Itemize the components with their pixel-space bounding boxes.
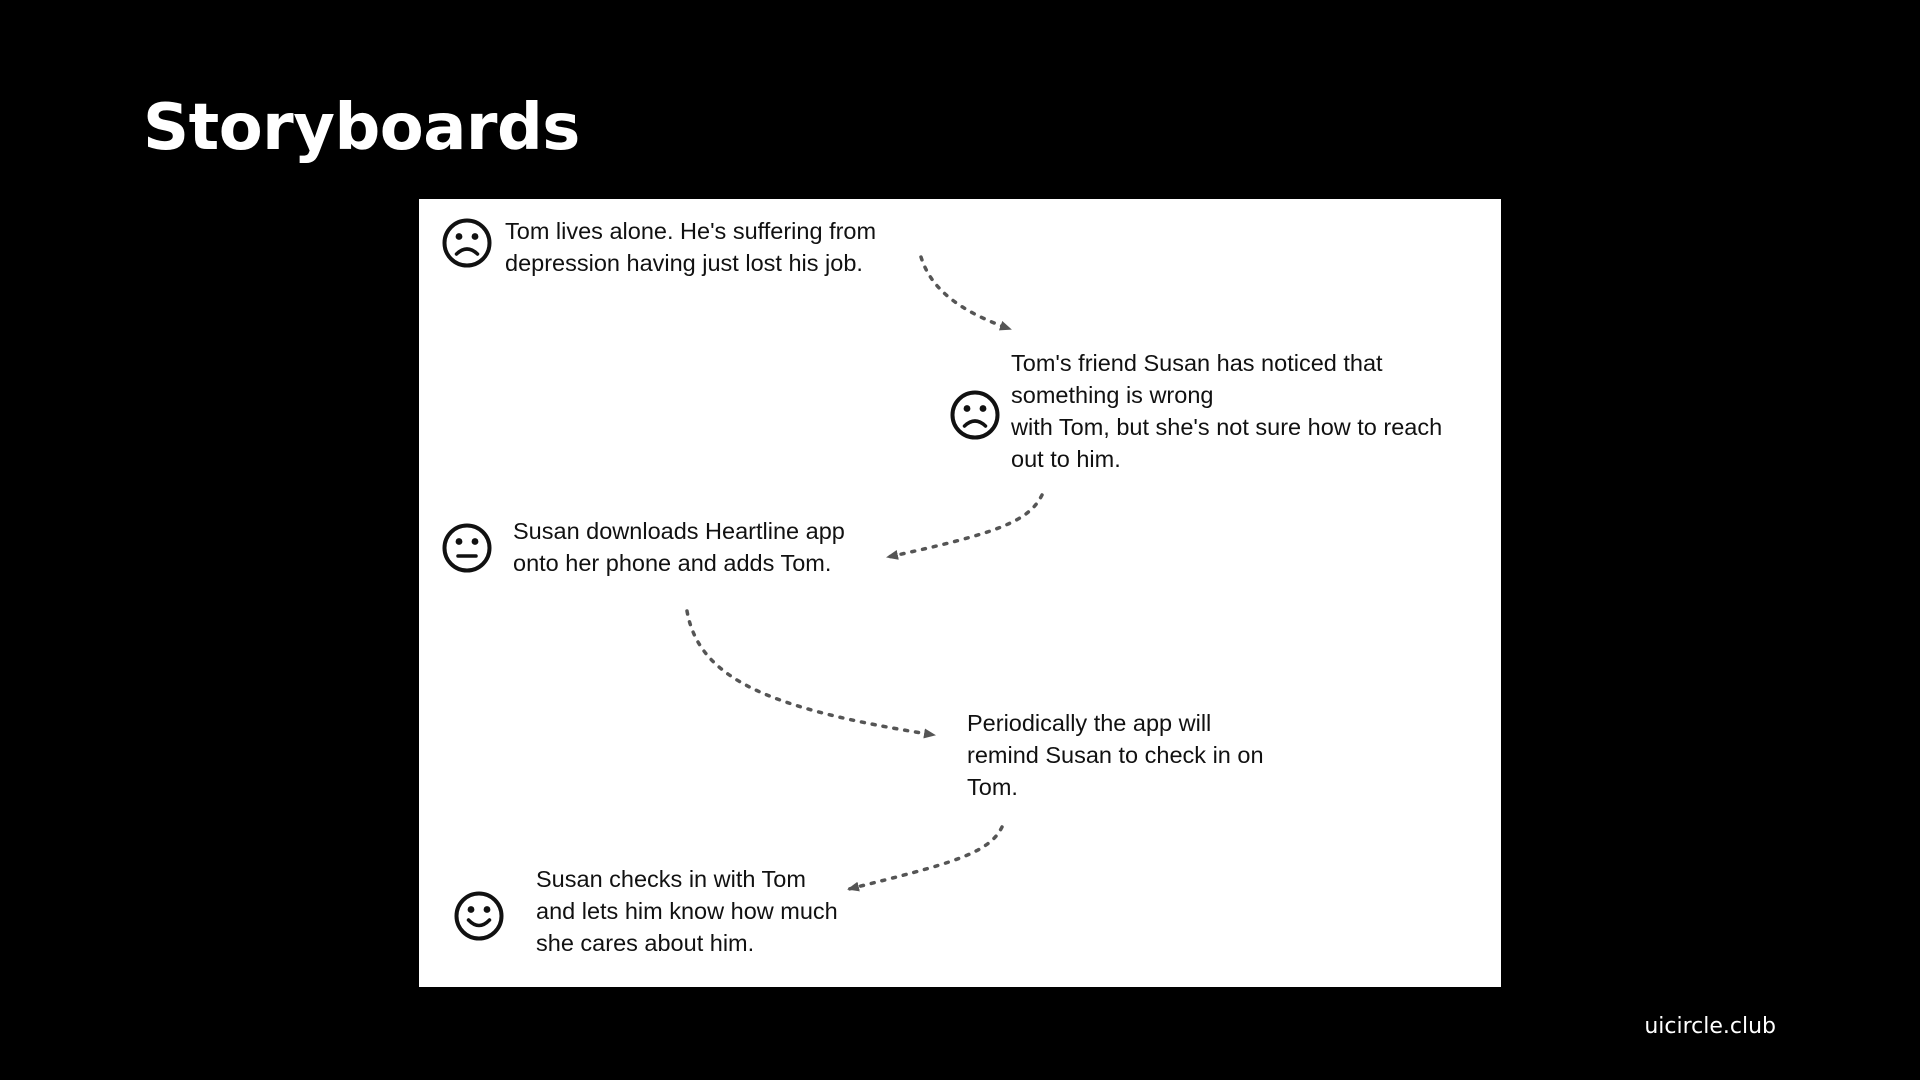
step-3-caption: Susan downloads Heartline app onto her phone and adds Tom. (513, 518, 845, 576)
step-2-caption: Tom's friend Susan has noticed that something is wrong with Tom, but she's not sure how to reach out to him. (1011, 350, 1443, 472)
neutral-face-icon (441, 522, 493, 574)
arrow-step4-to-step5 (849, 827, 1002, 889)
sad-face-icon (949, 389, 1001, 441)
sad-face-icon (441, 217, 493, 269)
step-4-caption: Periodically the app will remind Susan to check in on Tom. (967, 710, 1264, 800)
happy-face-icon (453, 890, 505, 942)
slide-title: Storyboards (143, 91, 580, 165)
step-1-caption: Tom lives alone. He's suffering from depression having just lost his job. (505, 218, 877, 276)
step-5-caption: Susan checks in with Tom and lets him know how much she cares about him. (536, 866, 838, 956)
footer-source: uicircle.club (1644, 1014, 1776, 1039)
storyboard-panel (419, 199, 1501, 987)
arrow-step1-to-step2 (921, 257, 1010, 329)
arrow-step3-to-step4 (687, 611, 934, 735)
arrow-step2-to-step3 (888, 495, 1042, 557)
